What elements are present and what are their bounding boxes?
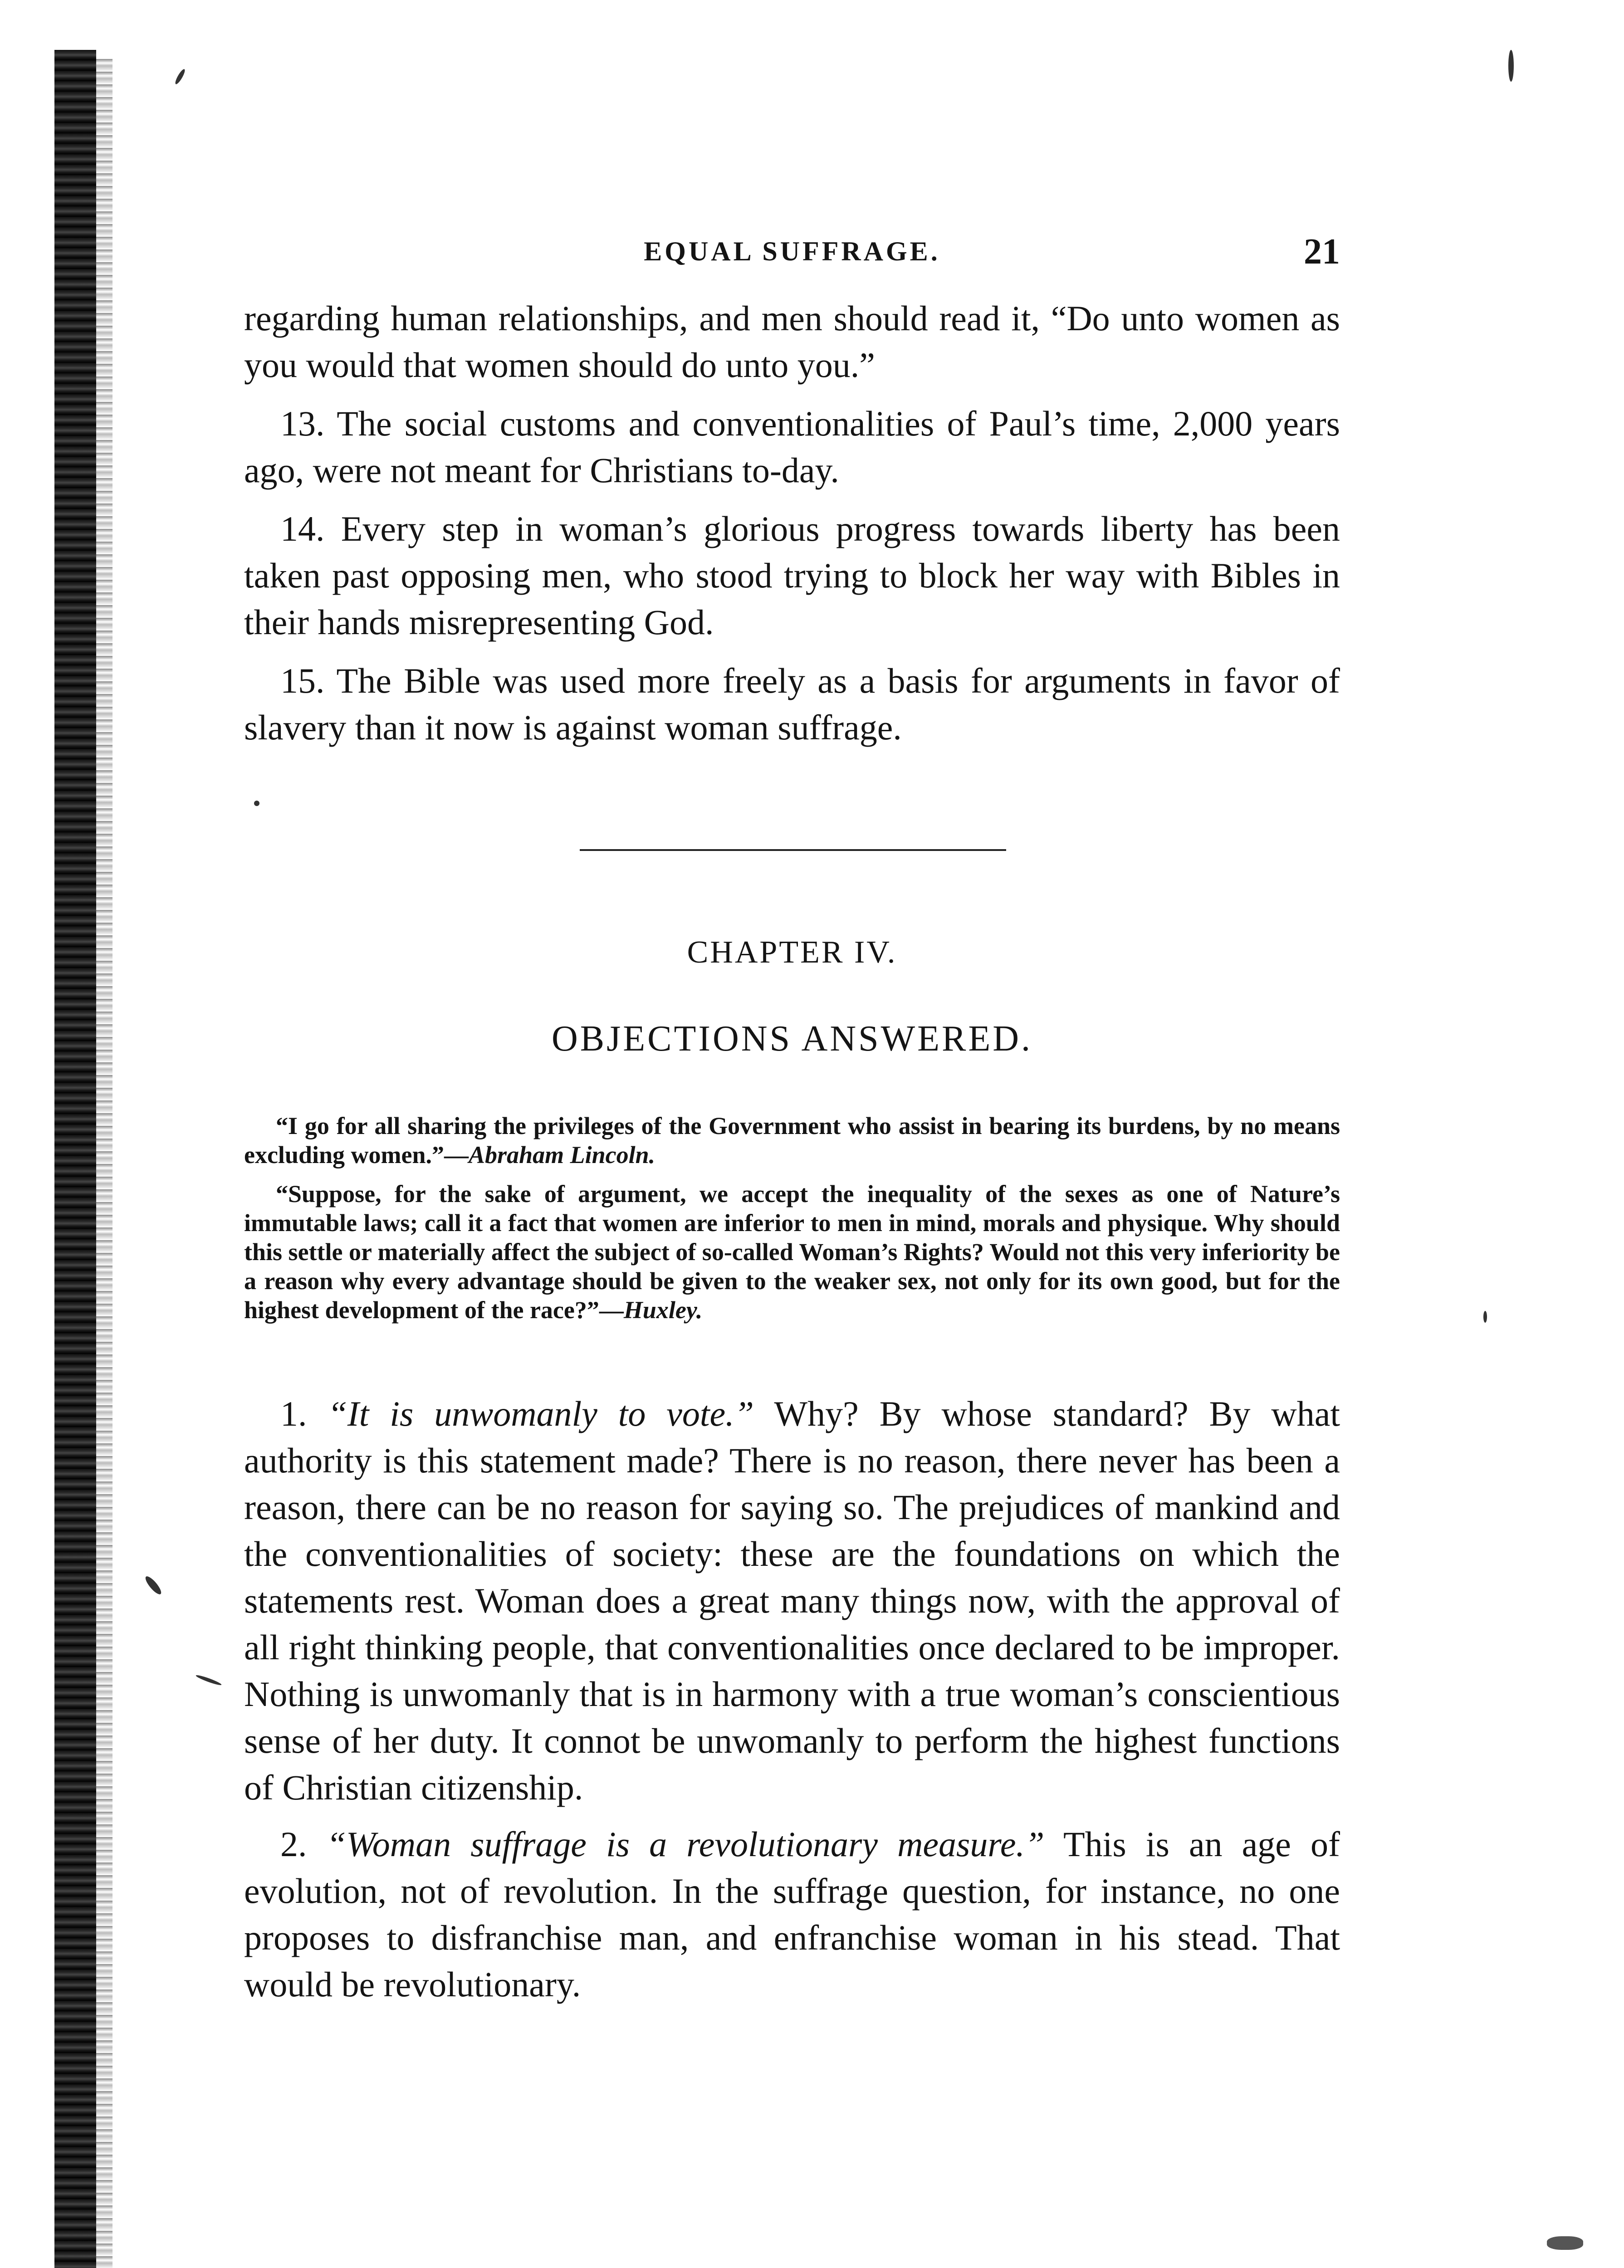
epigraph [244,1111,1340,1169]
binding-shadow [54,50,96,2268]
binding-edge [96,59,113,2268]
page-number: 21 [1304,232,1340,272]
objections-list [244,1390,1340,2008]
item-number: 2. [280,1824,307,1864]
epigraph-text: “I go for all sharing the privileges of the Government who assist in bearing its burdens, by no means excluding women.”— [244,1112,1340,1168]
scan-speck [143,1574,163,1597]
paragraph: regarding human relationships, and men should read it, “Do unto women as you would that women should do unto you.” [244,298,1340,385]
running-head: EQUAL SUFFRAGE. [644,236,940,266]
epigraph-attribution: Huxley. [623,1296,703,1324]
objection-quote: “It is unwomanly to vote.” [328,1394,754,1433]
scan-speck [1508,50,1514,82]
objection-answer: Why? By whose standard? By what authority is this statement made? There is no reason, there never has been a reason, there can be no reason for saying so. The prejudices of mankind and the conventionalities of society: these are the foundations on which the statements rest. Woman does a great many things now, with the approval of all right thinking people, that conventionalities once declared to be improper. Nothing is unwomanly that is in harmony with a true woman’s conscientious sense of her duty. It connot be unwomanly to perform the highest functions of Christian citizenship. [244,1394,1340,1807]
scan-speck [1483,1311,1487,1323]
section-divider [580,849,1006,851]
list-item [244,1821,1340,2008]
objection-answer: This is an age of evolution, not of revolution. In the suffrage question, for instance, no one proposes to disfranchise man, and enfranchise woman in his stead. That would be revolutionary. [244,1824,1340,2004]
scan-speck [1547,2236,1583,2250]
chapter-title: OBJECTIONS ANSWERED. [551,1019,1033,1059]
epigraphs [244,1111,1340,1325]
list-item [244,1390,1340,1811]
objection-quote: “Woman suffrage is a revolutionary measure.” [326,1824,1045,1864]
list-item: 15. The Bible was used more freely as a basis for arguments in favor of slavery than it now is against woman suffrage. [244,661,1340,747]
epigraph-attribution: Abraham Lincoln. [469,1141,655,1168]
list-item: 14. Every step in woman’s glorious progress towards liberty has been taken past opposing men, who stood trying to block her way with Bibles in their hands misrepresenting God. [244,509,1340,642]
item-number: 1. [280,1394,307,1433]
scan-speck [195,1674,222,1686]
chapter-number: CHAPTER IV. [687,935,897,970]
scan-speck [174,68,186,85]
epigraph [244,1179,1340,1325]
list-item: 13. The social customs and conventionalities of Paul’s time, 2,000 years ago, were not meant for Christians to-day. [244,404,1340,490]
continued-list [244,295,1340,751]
scan-speck [254,801,259,806]
epigraph-text: “Suppose, for the sake of argument, we accept the inequality of the sexes as one of Nature’s immutable laws; call it a fact that women are inferior to men in mind, morals and physique. Why should this settle or materially affect the subject of so-called Woman’s Rights? Would not this very inferiority be a reason why every advantage should be given to the weaker sex, not only for its own good, but for the highest development of the race?”— [244,1180,1340,1324]
page-header [244,231,1340,277]
